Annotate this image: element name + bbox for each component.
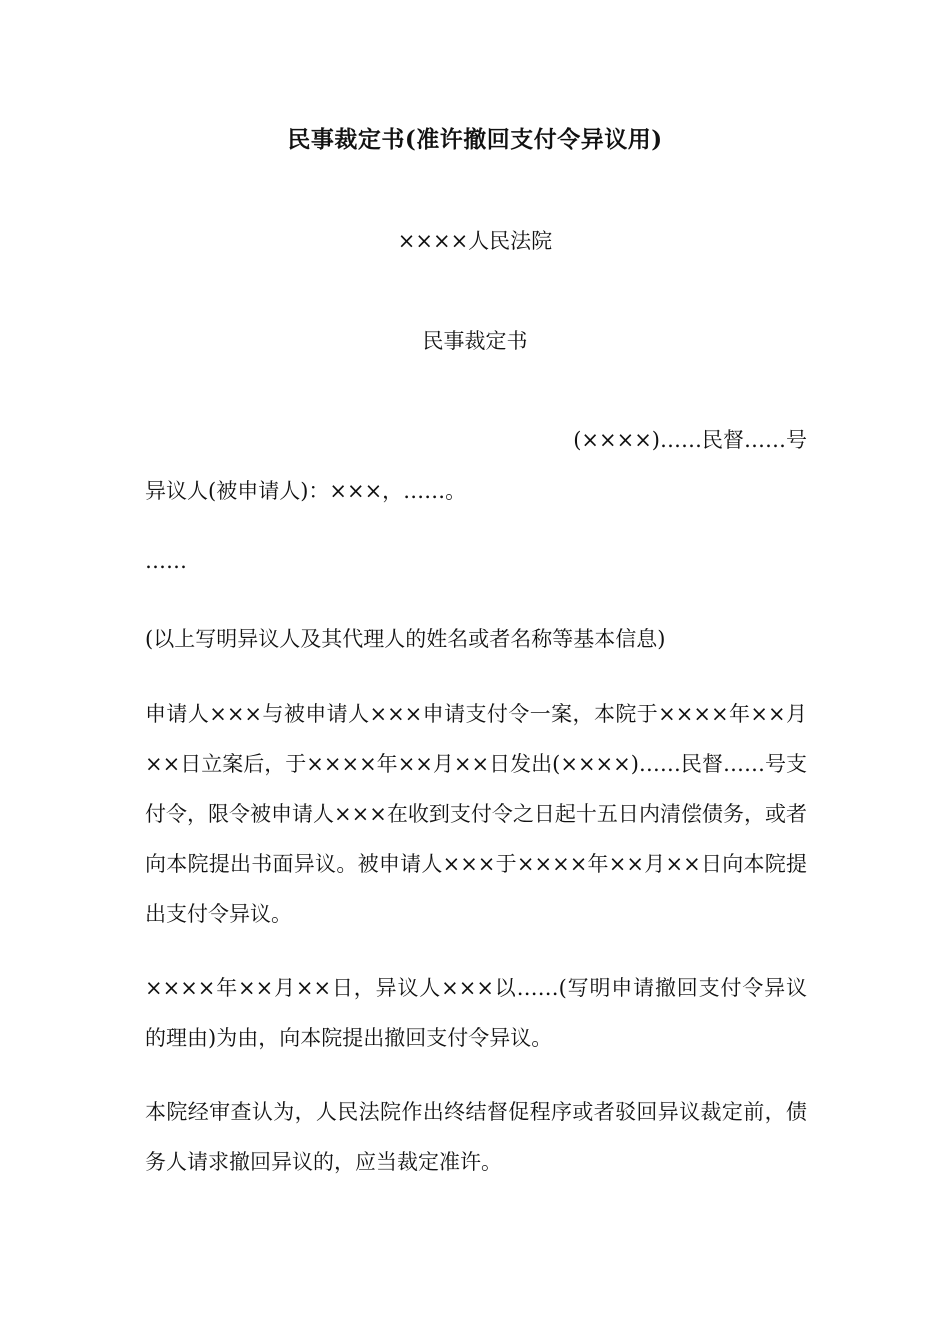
case-number: (××××)……民督……号 bbox=[573, 428, 807, 452]
court-name: ××××人民法院 bbox=[397, 229, 553, 253]
basic-info-note: (以上写明异议人及其代理人的姓名或者名称等基本信息) bbox=[145, 627, 666, 651]
objector-info: 异议人(被申请人)：×××，……。 bbox=[145, 479, 467, 503]
case-background-paragraph: 申请人×××与被申请人×××申请支付令一案，本院于××××年××月××日立案后，于××××年××月××日发出(××××)……民督……号支付令，限令被申请人×××在收到支付令之日起十五日内清偿债务，或者向本院提出书面异议。被申请人×××于××××年××月××日向本院提出支付令异议。 bbox=[145, 702, 807, 926]
ellipsis-line: …… bbox=[145, 549, 187, 573]
withdrawal-request-paragraph: ××××年××月××日，异议人×××以……(写明申请撤回支付令异议的理由)为由，向本院提出撤回支付令异议。 bbox=[145, 976, 807, 1050]
document-type: 民事裁定书 bbox=[422, 329, 528, 353]
court-opinion-paragraph: 本院经审查认为，人民法院作出终结督促程序或者驳回异议裁定前，债务人请求撤回异议的，应当裁定准许。 bbox=[145, 1100, 807, 1174]
document-title: 民事裁定书(准许撤回支付令异议用) bbox=[287, 126, 663, 153]
